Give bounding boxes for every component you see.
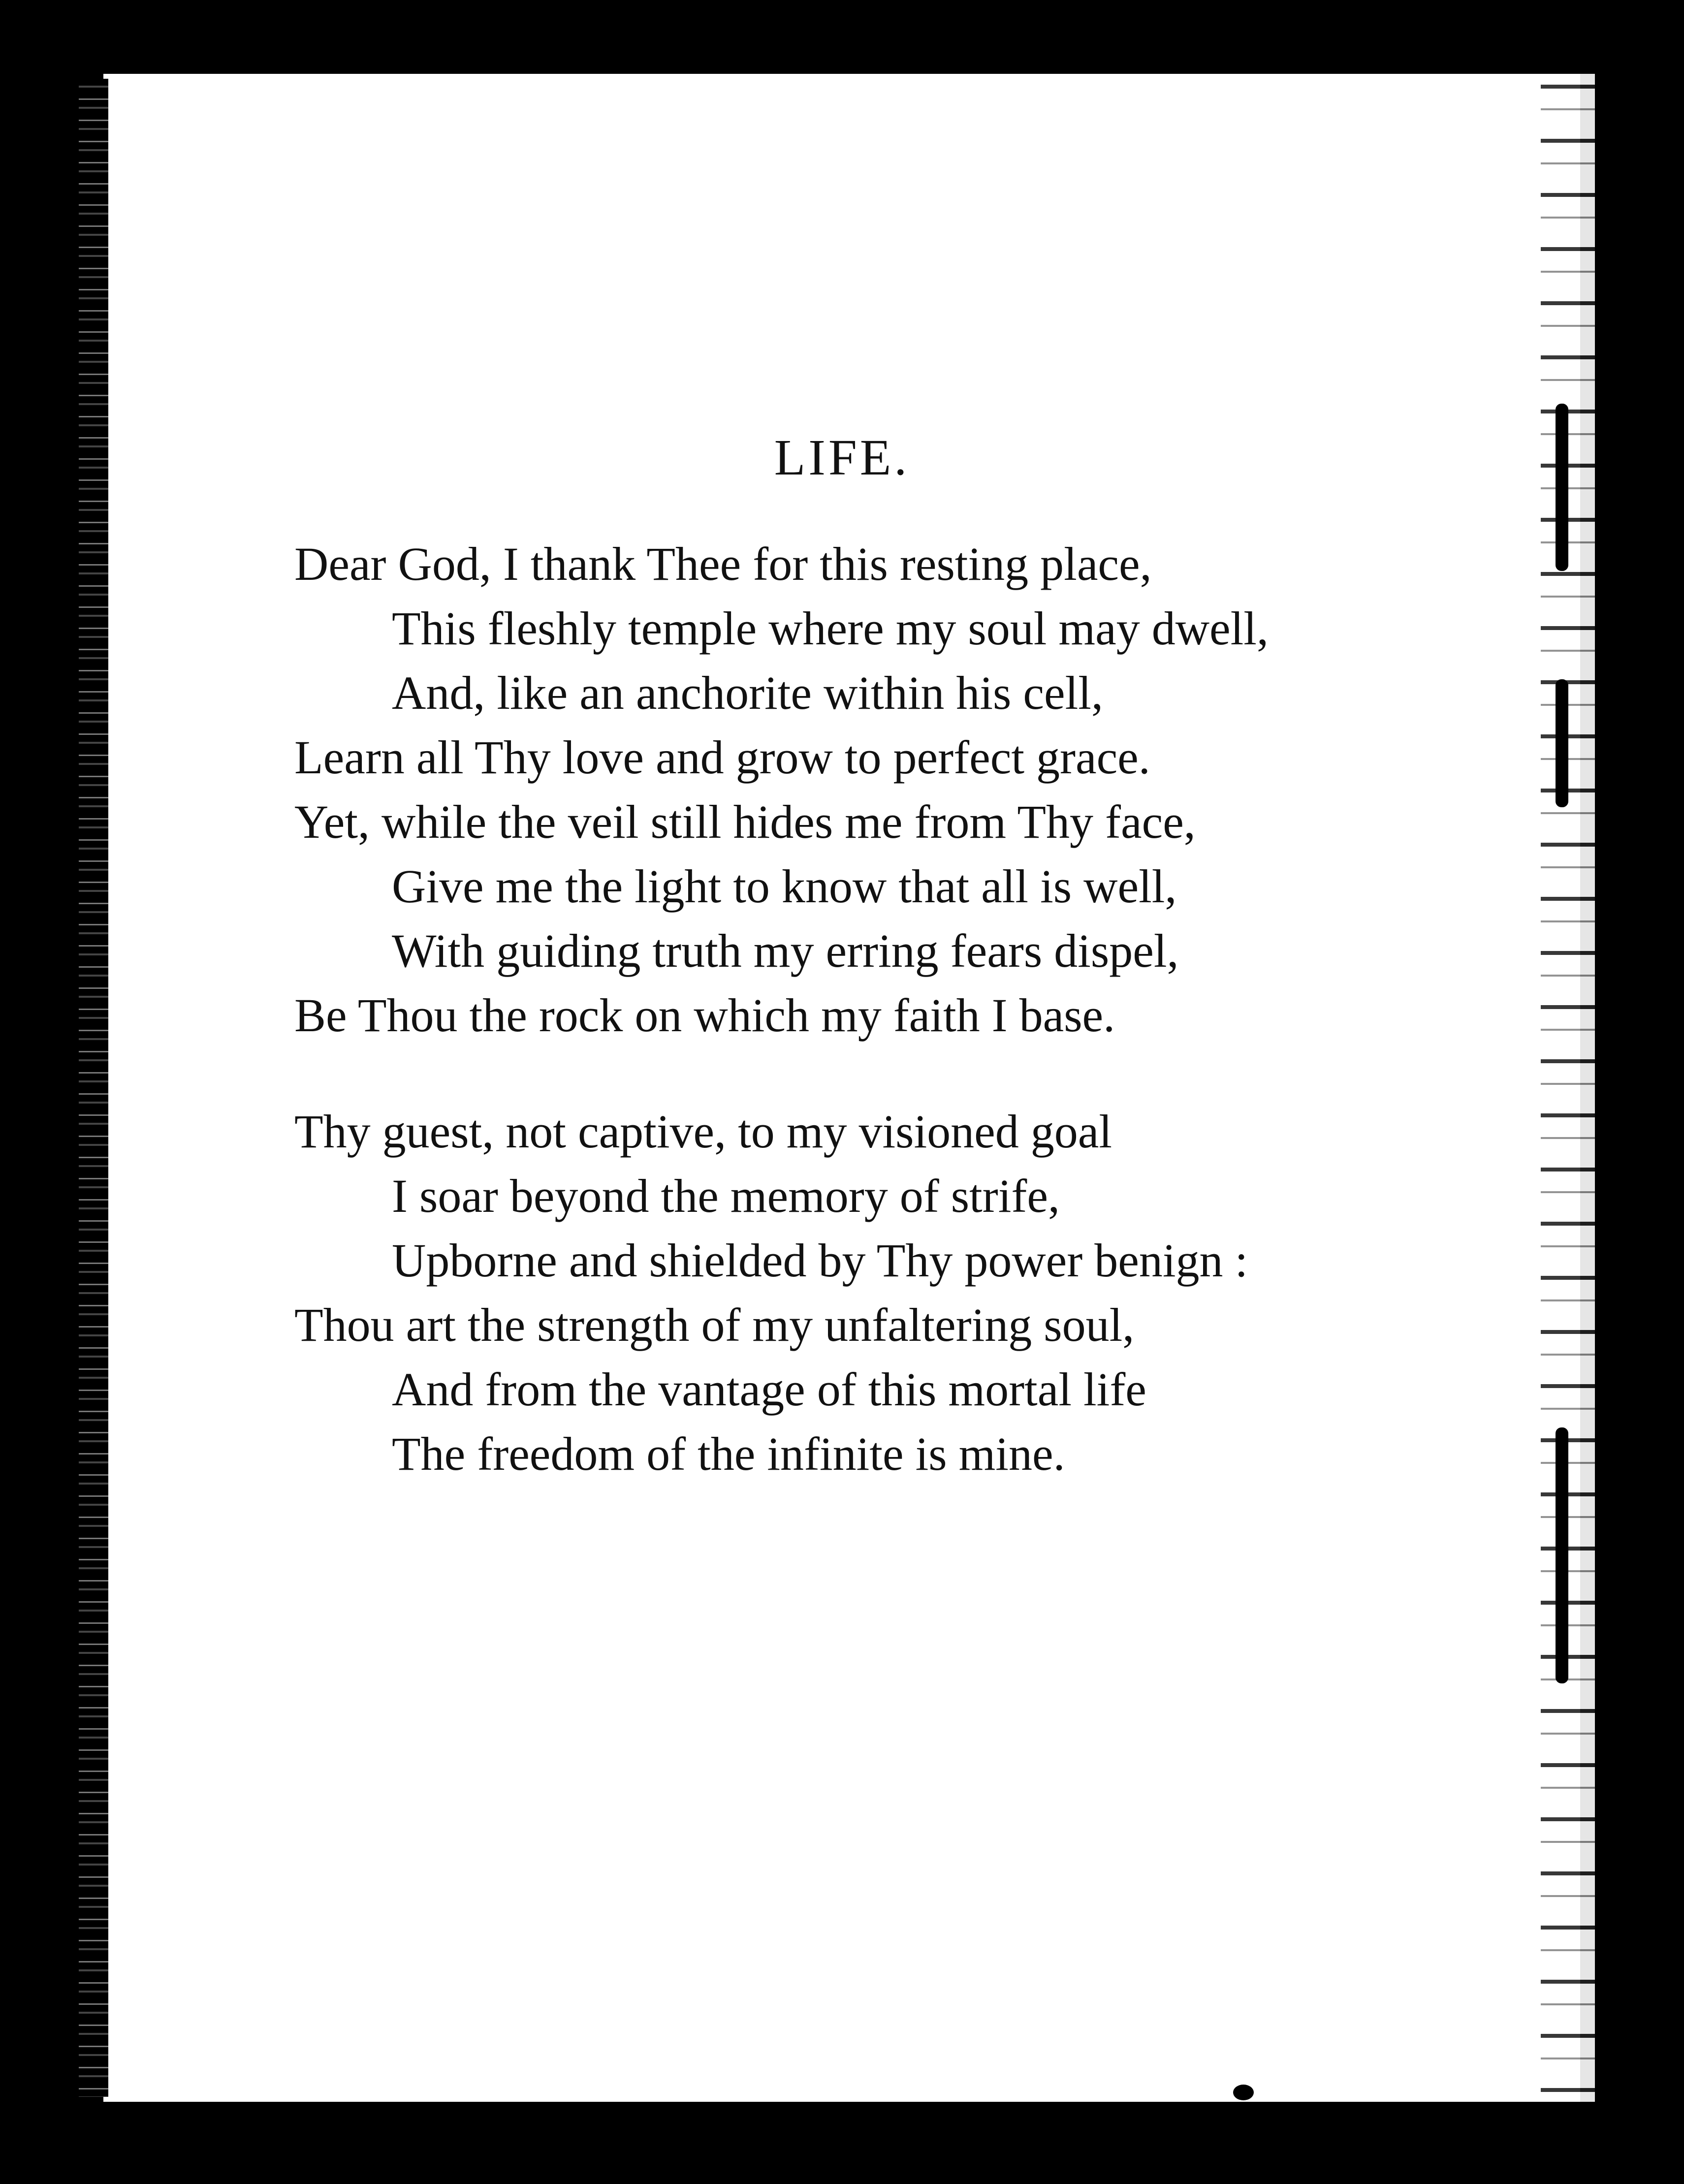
right-page-edge xyxy=(1541,74,1595,2102)
poem-line: With guiding truth my erring fears dispel, xyxy=(392,924,1179,977)
poem-line: Dear God, I thank Thee for this resting place, xyxy=(294,538,1152,590)
poem-line: I soar beyond the memory of strife, xyxy=(392,1170,1060,1222)
ink-spot xyxy=(1233,2085,1254,2100)
poem-line: Learn all Thy love and grow to perfect grace. xyxy=(294,731,1150,784)
poem-line: Thy guest, not captive, to my visioned goal xyxy=(294,1105,1112,1158)
stanza-break xyxy=(294,1047,1269,1099)
stanza-1 xyxy=(294,532,1269,1047)
poem-line: This fleshly temple where my soul may dwell, xyxy=(392,602,1269,655)
scan-shadow xyxy=(1556,679,1568,807)
poem-line: Give me the light to know that all is well, xyxy=(392,860,1177,913)
poem-title: LIFE. xyxy=(774,429,910,486)
scan-shadow xyxy=(1556,1427,1568,1683)
left-page-edge xyxy=(79,79,108,2097)
poem-line: Thou art the strength of my unfaltering soul, xyxy=(294,1298,1135,1351)
poem-line: Upborne and shielded by Thy power benign : xyxy=(392,1234,1248,1287)
poem-line: And, like an anchorite within his cell, xyxy=(392,666,1103,719)
stanza-2 xyxy=(294,1099,1269,1486)
poem-line: Yet, while the veil still hides me from Thy face, xyxy=(294,795,1196,848)
poem-line: The freedom of the infinite is mine. xyxy=(392,1427,1065,1480)
poem-body xyxy=(294,532,1269,1486)
poem-line: And from the vantage of this mortal life xyxy=(392,1363,1146,1416)
poem-line: Be Thou the rock on which my faith I base. xyxy=(294,989,1115,1042)
